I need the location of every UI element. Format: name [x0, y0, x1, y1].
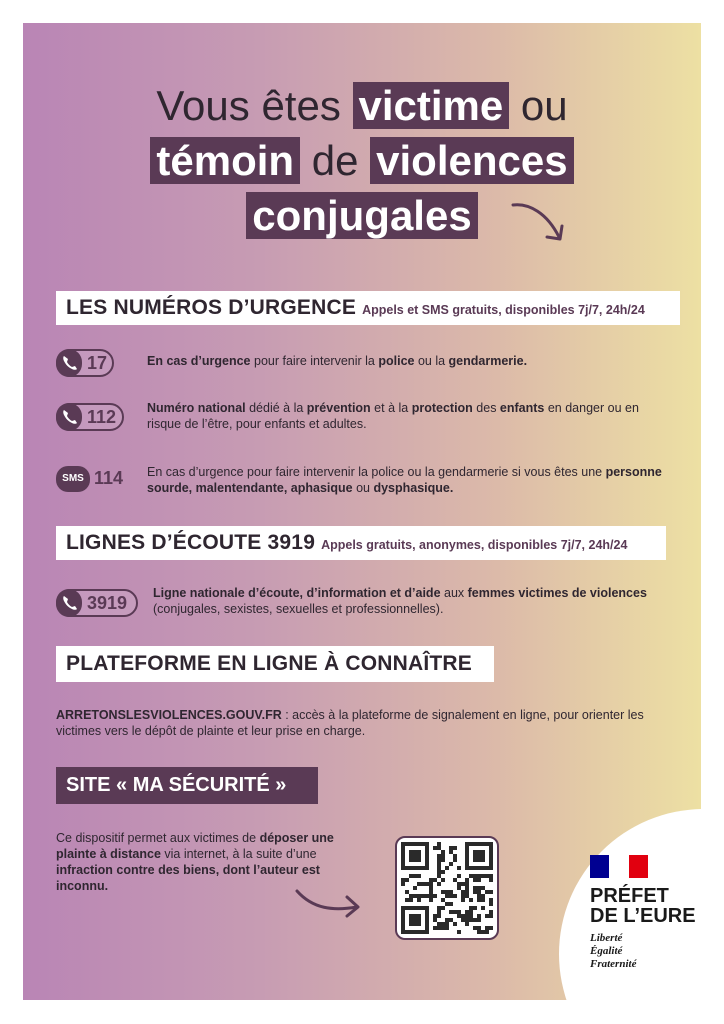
section-title: LES NUMÉROS D’URGENCE — [66, 296, 357, 319]
text: via internet, à la suite d’une — [160, 847, 317, 861]
item-text-114 — [147, 464, 667, 496]
title-line-1 — [23, 81, 701, 131]
logo-line: DE L’EURE — [590, 905, 696, 927]
number-label: 112 — [87, 407, 117, 427]
title-line-2 — [23, 136, 701, 186]
section-title: SITE « MA SÉCURITÉ » — [66, 774, 287, 796]
qr-code-icon — [397, 838, 497, 938]
curved-arrow-icon — [509, 199, 569, 249]
qr-code[interactable] — [395, 836, 499, 940]
item-text-17 — [147, 353, 667, 369]
text-bold: déposer une plainte à distance — [56, 831, 334, 861]
text: En cas d’urgence pour faire intervenir la police ou la gendarmerie si vous êtes une — [147, 465, 606, 479]
logo-line: PRÉFET — [590, 885, 669, 907]
number-label-114: 114 — [94, 468, 124, 488]
curved-arrow-icon — [293, 885, 365, 921]
devise-line: Liberté — [590, 932, 623, 944]
number-label: 3919 — [87, 593, 128, 613]
number-badge-3919 — [56, 589, 138, 617]
text: des — [472, 401, 500, 415]
item-text-112 — [147, 400, 667, 432]
text: : accès à la plateforme de signalement en ligne, pour orienter les victimes vers le dépôt de plainte et leur prise en charge. — [56, 708, 644, 738]
text: dédié à la — [245, 401, 307, 415]
text: et à la — [370, 401, 412, 415]
phone-icon — [56, 403, 82, 431]
text: en danger ou en risque de l’être, pour enfants et adultes. — [147, 401, 639, 431]
text: (conjugales, sexistes, sexuelles et professionnelles). — [153, 602, 444, 616]
section-heading-securite — [56, 767, 318, 804]
section-heading-plateforme — [56, 646, 494, 682]
text-bold: dysphasique. — [373, 481, 454, 495]
poster — [23, 23, 701, 1000]
section-subtitle: Appels et SMS gratuits, disponibles 7j/7, 24h/24 — [362, 303, 645, 317]
text-bold: En cas d’urgence — [147, 354, 251, 368]
phone-icon — [56, 589, 82, 617]
phone-icon — [56, 349, 82, 377]
devise — [590, 932, 696, 971]
text-bold: protection — [411, 401, 473, 415]
text: aux — [440, 586, 468, 600]
marianne-flag-icon — [590, 855, 648, 878]
text: pour faire intervenir la — [250, 354, 379, 368]
section-title: PLATEFORME EN LIGNE À CONNAÎTRE — [66, 652, 472, 675]
number-badge-112 — [56, 403, 124, 431]
text: ou — [352, 481, 374, 495]
text-bold: police — [378, 354, 415, 368]
text-bold: personne sourde, malentendante, aphasique — [147, 465, 662, 495]
text-bold: enfants — [499, 401, 545, 415]
text-bold: infraction contre des biens, dont l’auteur est inconnu. — [56, 863, 320, 893]
title-text: ou — [520, 82, 568, 129]
text: ou la — [414, 354, 449, 368]
devise-line: Égalité — [590, 945, 623, 957]
item-text-3919 — [153, 585, 653, 617]
title-text: de — [311, 137, 359, 184]
text-bold: Ligne nationale d’écoute, d’information et d’aide — [153, 586, 441, 600]
logo-title — [590, 886, 696, 926]
plateforme-text — [56, 707, 656, 739]
sms-icon: SMS — [56, 466, 90, 492]
prefecture-logo — [590, 855, 696, 971]
number-label: 17 — [87, 353, 108, 373]
number-badge-17 — [56, 349, 114, 377]
section-heading-ecoute — [56, 526, 666, 560]
text-bold: prévention — [306, 401, 371, 415]
devise-line: Fraternité — [590, 958, 637, 970]
text: Ce dispositif permet aux victimes de — [56, 831, 260, 845]
title-highlight-violences: violences — [370, 137, 573, 184]
section-subtitle: Appels gratuits, anonymes, disponibles 7j/7, 24h/24 — [321, 538, 628, 552]
plateforme-url[interactable]: ARRETONSLESVIOLENCES.GOUV.FR — [56, 708, 282, 722]
title-highlight-victime: victime — [353, 82, 510, 129]
title-highlight-conjugales: conjugales — [246, 192, 477, 239]
title-line-3 — [23, 191, 701, 241]
title-text: Vous êtes — [156, 82, 341, 129]
title-highlight-temoin: témoin — [150, 137, 300, 184]
section-heading-urgence — [56, 291, 680, 325]
section-title: LIGNES D’ÉCOUTE 3919 — [66, 531, 316, 554]
text-bold: Numéro national — [147, 401, 246, 415]
text-bold: gendarmerie. — [448, 354, 528, 368]
text-bold: femmes victimes de violences — [467, 586, 647, 600]
